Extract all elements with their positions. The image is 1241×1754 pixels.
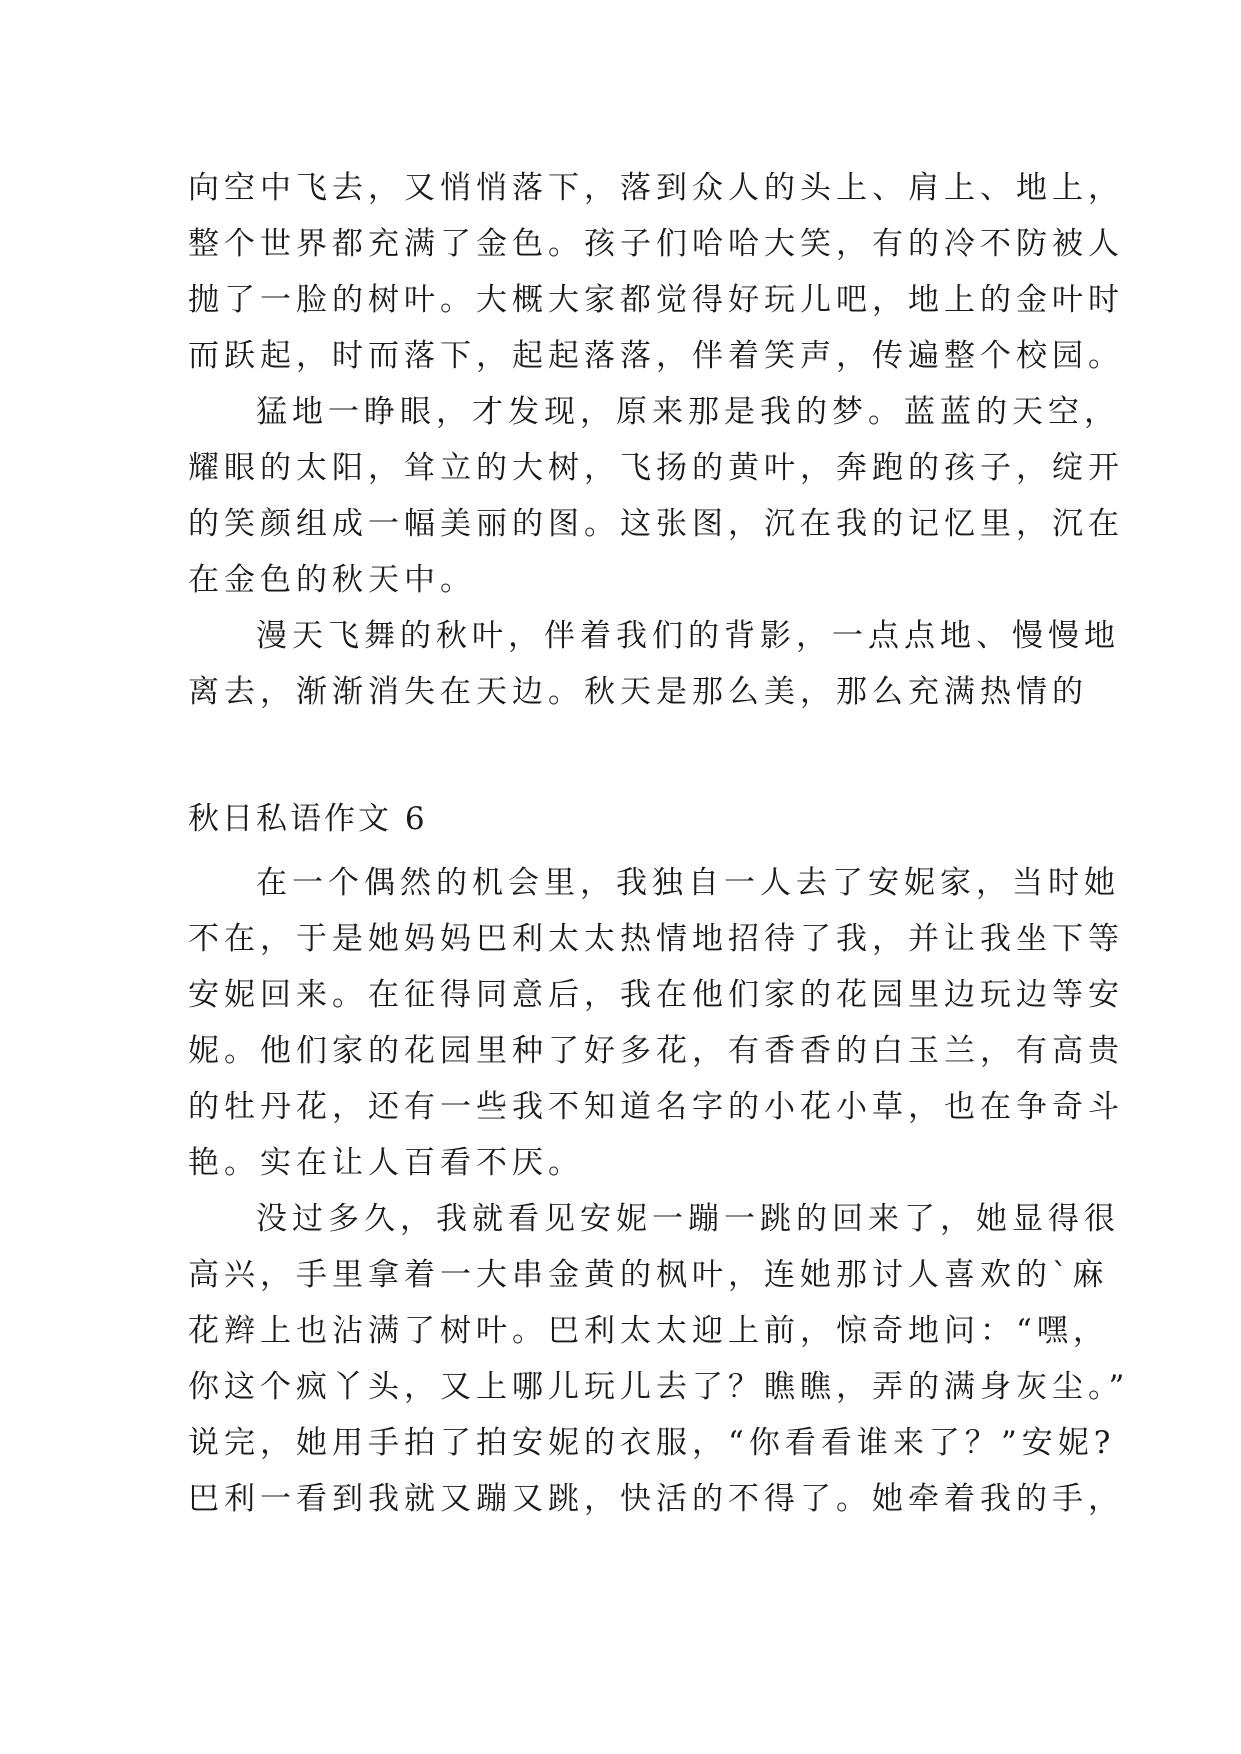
paragraph: [188, 160, 1124, 384]
previous-essay-text: [188, 160, 1124, 720]
text-line: 说完，她用手拍了拍安妮的衣服，“你看看谁来了？”安妮?: [188, 1425, 1116, 1461]
text-line: 没过多久，我就看见安妮一蹦一跳的回来了，她显得很: [256, 1201, 1120, 1237]
text-line: 漫天飞舞的秋叶，伴着我们的背影，一点点地、慢慢地: [256, 618, 1120, 654]
text-line: 而跃起，时而落下，起起落落，伴着笑声，传遍整个校园。: [188, 338, 1124, 374]
text-line: 不在，于是她妈妈巴利太太热情地招待了我，并让我坐下等: [188, 921, 1124, 957]
text-line: 在一个偶然的机会里，我独自一人去了安妮家，当时她: [256, 865, 1120, 901]
text-line: 安妮回来。在征得同意后，我在他们家的花园里边玩边等安: [188, 977, 1124, 1013]
text-line: 巴利一看到我就又蹦又跳，快活的不得了。她牵着我的手，: [188, 1481, 1124, 1517]
text-line: 的笑颜组成一幅美丽的图。这张图，沉在我的记忆里，沉在: [188, 506, 1124, 542]
text-line: 离去，渐渐消失在天边。秋天是那么美，那么充满热情的: [188, 674, 1088, 710]
paragraph: [188, 1191, 1130, 1527]
paragraph: [188, 608, 1120, 720]
text-line: 艳。实在让人百看不厌。: [188, 1145, 584, 1181]
essay-title: 秋日私语作文 6: [188, 801, 428, 837]
essay-6-text: [188, 855, 1130, 1527]
text-line: 在金色的秋天中。: [188, 562, 476, 598]
text-line: 的牡丹花，还有一些我不知道名字的小花小草，也在争奇斗: [188, 1089, 1124, 1125]
paragraph: [188, 384, 1124, 608]
paragraph: [188, 855, 1124, 1191]
text-line: 花辫上也沾满了树叶。巴利太太迎上前，惊奇地问：“嘿，: [188, 1313, 1109, 1349]
text-line: 猛地一睁眼，才发现，原来那是我的梦。蓝蓝的天空，: [256, 394, 1120, 430]
text-line: 整个世界都充满了金色。孩子们哈哈大笑，有的冷不防被人: [188, 226, 1124, 262]
essay-title-block: [188, 791, 1068, 847]
text-line: 你这个疯丫头，又上哪儿玩儿去了？瞧瞧，弄的满身灰尘。”: [188, 1369, 1130, 1405]
text-line: 向空中飞去，又悄悄落下，落到众人的头上、肩上、地上，: [188, 170, 1124, 206]
text-line: 耀眼的太阳，耸立的大树，飞扬的黄叶，奔跑的孩子，绽开: [188, 450, 1124, 486]
text-line: 高兴，手里拿着一大串金黄的枫叶，连她那讨人喜欢的`麻: [188, 1257, 1109, 1293]
text-line: 抛了一脸的树叶。大概大家都觉得好玩儿吧，地上的金叶时: [188, 282, 1124, 318]
text-line: 妮。他们家的花园里种了好多花，有香香的白玉兰，有高贵: [188, 1033, 1124, 1069]
